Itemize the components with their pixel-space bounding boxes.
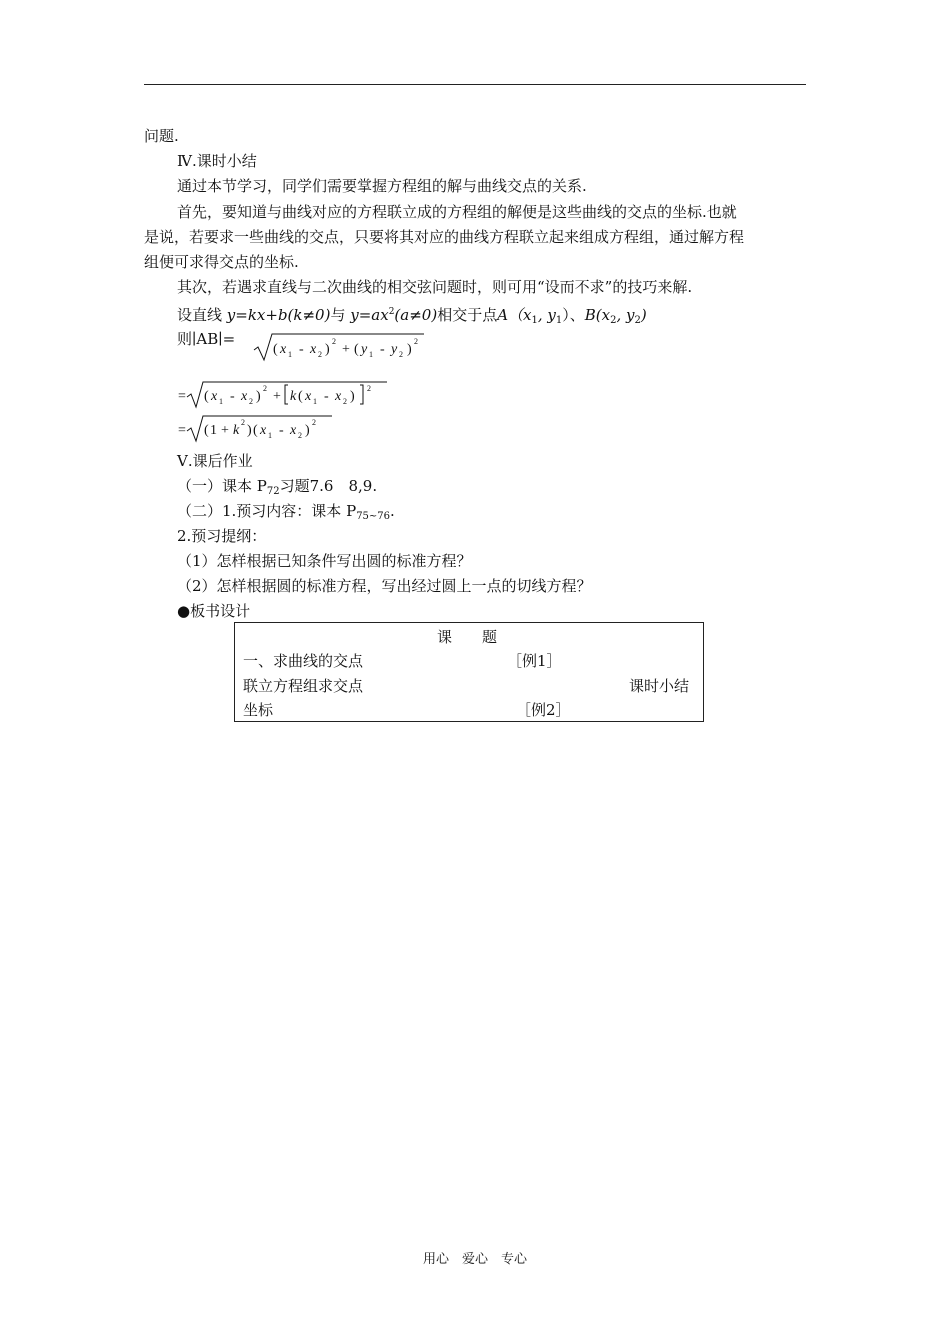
formula-distance-3	[177, 414, 337, 444]
svg-text:+: +	[342, 342, 350, 357]
svg-text:): )	[325, 342, 330, 357]
svg-text:1: 1	[268, 431, 272, 440]
text-line: 则∣AB∣=	[177, 330, 236, 348]
svg-text:(: (	[253, 423, 258, 438]
svg-text:2: 2	[298, 431, 302, 440]
section-heading: Ⅳ.课时小结	[177, 152, 257, 170]
svg-text:-: -	[324, 389, 329, 404]
svg-text:2: 2	[332, 337, 336, 346]
header-rule	[144, 84, 806, 85]
svg-text:): )	[407, 342, 412, 357]
svg-text:2: 2	[367, 384, 371, 393]
svg-text:x: x	[290, 423, 297, 438]
board-item: 坐标	[243, 701, 274, 719]
svg-text:): )	[256, 389, 261, 404]
svg-text:): )	[247, 423, 252, 438]
svg-text:=: =	[178, 423, 186, 438]
svg-text:k: k	[233, 423, 240, 438]
board-example-1: ［例1］	[507, 652, 562, 670]
text-line: （1）怎样根据已知条件写出圆的标准方程？	[177, 552, 472, 570]
svg-text:y: y	[391, 342, 398, 357]
svg-text:1: 1	[369, 350, 373, 359]
svg-text:-: -	[230, 389, 235, 404]
text-line: （二）1.预习内容：课本 $P_{75\sim 76}$.	[177, 502, 395, 522]
text-line: 2.预习提纲：	[177, 527, 267, 545]
svg-text:2: 2	[249, 397, 253, 406]
svg-text:k: k	[290, 389, 297, 404]
svg-text:x: x	[280, 342, 287, 357]
svg-text:2: 2	[312, 418, 316, 427]
svg-text:(: (	[298, 389, 303, 404]
svg-text:2: 2	[241, 418, 245, 427]
text-line: 组便可求得交点的坐标.	[144, 253, 299, 271]
svg-text:(: (	[204, 423, 209, 438]
svg-text:1: 1	[219, 397, 223, 406]
svg-text:x: x	[305, 389, 312, 404]
svg-text:x: x	[241, 389, 248, 404]
section-heading: ●板书设计	[177, 602, 251, 620]
text-line: 是说，若要求一些曲线的交点，只要将其对应的曲线方程联立起来组成方程组，通过解方程	[144, 228, 745, 246]
svg-text:2: 2	[414, 337, 418, 346]
page-footer: 用心 爱心 专心	[422, 1252, 527, 1267]
svg-text:(: (	[354, 342, 359, 357]
svg-text:1: 1	[288, 350, 292, 359]
section-heading: Ⅴ.课后作业	[177, 452, 253, 470]
svg-text:=: =	[178, 389, 186, 404]
board-title: 课 题	[437, 628, 498, 646]
svg-text:x: x	[260, 423, 267, 438]
svg-text:-: -	[380, 342, 385, 357]
text-line: 首先，要知道与曲线对应的方程联立成的方程组的解便是这些曲线的交点的坐标.也就	[177, 203, 737, 221]
board-summary: 课时小结	[629, 677, 690, 695]
text-line: （一）课本 $P_{72}$习题7.6 8,9.	[177, 477, 378, 497]
svg-text:(: (	[273, 342, 278, 357]
text-line: 其次，若遇求直线与二次曲线的相交弦问题时，则可用“设而不求”的技巧来解.	[177, 278, 693, 296]
svg-text:1: 1	[210, 423, 217, 438]
svg-text:): )	[305, 423, 310, 438]
svg-text:x: x	[335, 389, 342, 404]
svg-text:1: 1	[313, 397, 317, 406]
svg-text:x: x	[211, 389, 218, 404]
svg-text:-: -	[279, 423, 284, 438]
svg-text:2: 2	[343, 397, 347, 406]
svg-text:2: 2	[263, 384, 267, 393]
svg-text:y: y	[361, 342, 368, 357]
svg-text:2: 2	[318, 350, 322, 359]
svg-text:+: +	[273, 389, 281, 404]
svg-text:x: x	[310, 342, 317, 357]
board-item: 一、求曲线的交点	[243, 652, 364, 670]
board-example-2: ［例2］	[516, 701, 571, 719]
svg-text:(: (	[204, 389, 209, 404]
board-item: 联立方程组求交点	[243, 677, 364, 695]
formula-distance-1	[252, 330, 427, 364]
text-line: 通过本节学习，同学们需要掌握方程组的解与曲线交点的关系.	[177, 177, 587, 195]
svg-text:): )	[350, 389, 355, 404]
text-line: （2）怎样根据圆的标准方程，写出经过圆上一点的切线方程？	[177, 577, 592, 595]
svg-text:2: 2	[399, 350, 403, 359]
text-line: 设直线 y=kx+b(k≠0)与 $y=ax^2(a\ne 0)$相交于点$A(x_1$, $y_1$）、$B(x_2$, $y_2$)	[177, 306, 647, 326]
board-design-box	[234, 622, 704, 722]
text-line: 问题.	[144, 127, 179, 145]
formula-distance-2	[177, 380, 392, 410]
svg-text:+: +	[221, 423, 229, 438]
svg-text:-: -	[299, 342, 304, 357]
